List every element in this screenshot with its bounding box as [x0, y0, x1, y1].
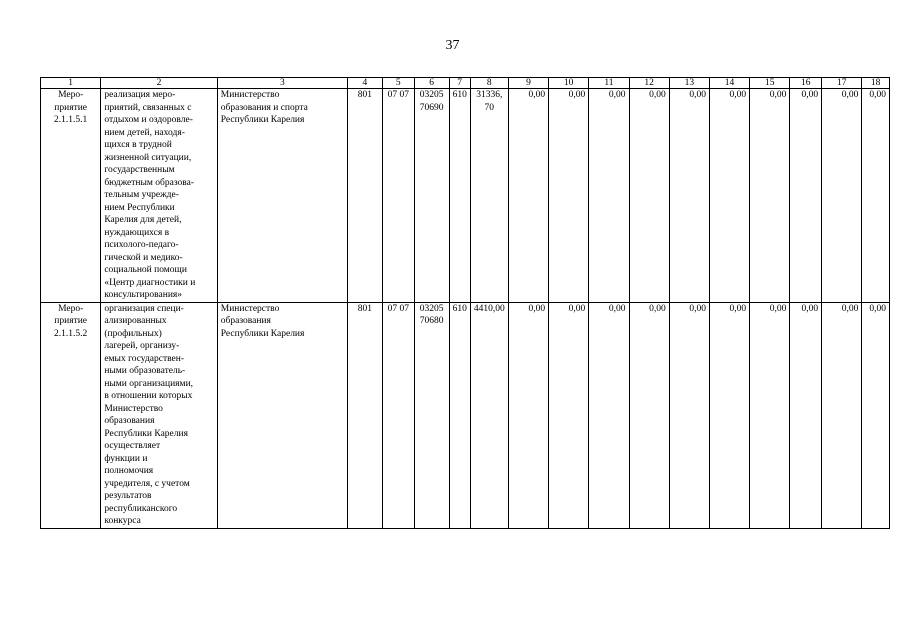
- value-cell: 0,00: [822, 89, 862, 303]
- value-cell: 0,00: [862, 89, 890, 303]
- value-cell: 0,00: [709, 302, 749, 528]
- expense-type-cell: 610: [449, 302, 470, 528]
- column-header: 10: [549, 78, 589, 89]
- table-row: [41, 302, 890, 528]
- value-cell: 0,00: [790, 89, 822, 303]
- target-article-cell: 03205 70680: [414, 302, 449, 528]
- column-header: 6: [414, 78, 449, 89]
- executor-cell: Министерство образования Республики Карелия: [217, 302, 347, 528]
- value-cell: 0,00: [790, 302, 822, 528]
- target-article-cell: 03205 70690: [414, 89, 449, 303]
- activity-id-cell: Меро- приятие 2.1.1.5.2: [41, 302, 101, 528]
- column-header: 4: [347, 78, 382, 89]
- value-cell: 0,00: [669, 89, 709, 303]
- value-cell: 0,00: [822, 302, 862, 528]
- value-cell: 0,00: [669, 302, 709, 528]
- column-header: 18: [862, 78, 890, 89]
- value-cell: 0,00: [862, 302, 890, 528]
- column-header: 2: [101, 78, 217, 89]
- activity-description-cell: организация специ- ализированных (профильных) лагерей, организу- емых государствен- ными образователь- ными организациями, в отношении которых Министерство образования Республики Карелия осуществляет функции и полномочия учредителя, с учетом результатов республиканского конкурса: [101, 302, 217, 528]
- value-cell: 0,00: [589, 89, 629, 303]
- amount-cell: 31336, 70: [470, 89, 508, 303]
- section-cell: 07 07: [382, 302, 414, 528]
- value-cell: 0,00: [750, 89, 790, 303]
- grbs-cell: 801: [347, 89, 382, 303]
- column-header: 15: [750, 78, 790, 89]
- header-row: [41, 78, 890, 89]
- column-header: 9: [508, 78, 548, 89]
- value-cell: 0,00: [589, 302, 629, 528]
- budget-table: [40, 77, 890, 529]
- value-cell: 0,00: [629, 89, 669, 303]
- column-header: 17: [822, 78, 862, 89]
- grbs-cell: 801: [347, 302, 382, 528]
- column-header: 12: [629, 78, 669, 89]
- page-number: 37: [445, 38, 460, 53]
- value-cell: 0,00: [508, 89, 548, 303]
- column-header: 16: [790, 78, 822, 89]
- activity-id-cell: Меро- приятие 2.1.1.5.1: [41, 89, 101, 303]
- value-cell: 0,00: [508, 302, 548, 528]
- table-row: [41, 89, 890, 303]
- value-cell: 0,00: [549, 89, 589, 303]
- activity-description-cell: реализация меро- приятий, связанных с отдыхом и оздоровле- нием детей, находя- щихся в трудной жизненной ситуации, государственным бюджетным образова- тельным учрежде- нием Республики Карелия для детей, нуждающихся в психолого-педаго- гической и медико- социальной помощи «Центр диагностики и консультирования»: [101, 89, 217, 303]
- expense-type-cell: 610: [449, 89, 470, 303]
- value-cell: 0,00: [549, 302, 589, 528]
- column-header: 13: [669, 78, 709, 89]
- column-header: 1: [41, 78, 101, 89]
- amount-cell: 4410,00: [470, 302, 508, 528]
- column-header: 8: [470, 78, 508, 89]
- value-cell: 0,00: [750, 302, 790, 528]
- column-header: 7: [449, 78, 470, 89]
- column-header: 3: [217, 78, 347, 89]
- value-cell: 0,00: [709, 89, 749, 303]
- column-header: 11: [589, 78, 629, 89]
- column-header: 14: [709, 78, 749, 89]
- column-header: 5: [382, 78, 414, 89]
- section-cell: 07 07: [382, 89, 414, 303]
- value-cell: 0,00: [629, 302, 669, 528]
- executor-cell: Министерство образования и спорта Республики Карелия: [217, 89, 347, 303]
